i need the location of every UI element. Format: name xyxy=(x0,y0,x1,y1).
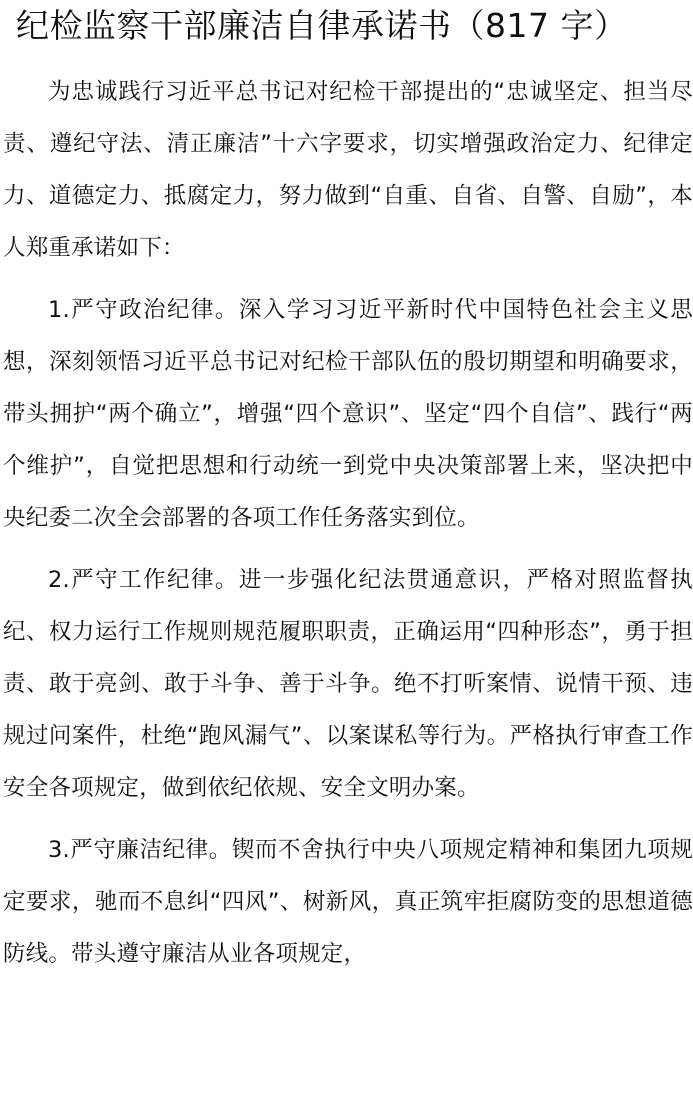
document-body xyxy=(3,66,693,990)
document-title: 纪检监察干部廉洁自律承诺书（817 字） xyxy=(16,6,628,45)
intro-paragraph: 为忠诚践行习近平总书记对纪检干部提出的“忠诚坚定、担当尽责、遵纪守法、清正廉洁”十六字要求，切实增强政治定力、纪律定力、道德定力、抵腐定力，努力做到“自重、自省、自警、自励”，本人郑重承诺如下： xyxy=(3,79,693,261)
work-discipline-paragraph: 2.严守工作纪律。进一步强化纪法贯通意识，严格对照监督执纪、权力运行工作规则规范履职职责，正确运用“四种形态”，勇于担责、敢于亮剑、敢于斗争、善于斗争。绝不打听案情、说情干预、违规过问案件，杜绝“跑风漏气”、以案谋私等行为。严格执行审查工作安全各项规定，做到依纪依规、安全文明办案。 xyxy=(3,567,693,801)
integrity-discipline-paragraph: 3.严守廉洁纪律。锲而不舍执行中央八项规定精神和集团九项规定要求，驰而不息纠“四风”、树新风，真正筑牢拒腐防变的思想道德防线。带头遵守廉洁从业各项规定， xyxy=(3,837,693,967)
political-discipline-paragraph: 1.严守政治纪律。深入学习习近平新时代中国特色社会主义思想，深刻领悟习近平总书记对纪检干部队伍的殷切期望和明确要求，带头拥护“两个确立”，增强“四个意识”、坚定“四个自信”、践行“两个维护”，自觉把思想和行动统一到党中央决策部署上来，坚决把中央纪委二次全会部署的各项工作任务落实到位。 xyxy=(3,297,693,531)
